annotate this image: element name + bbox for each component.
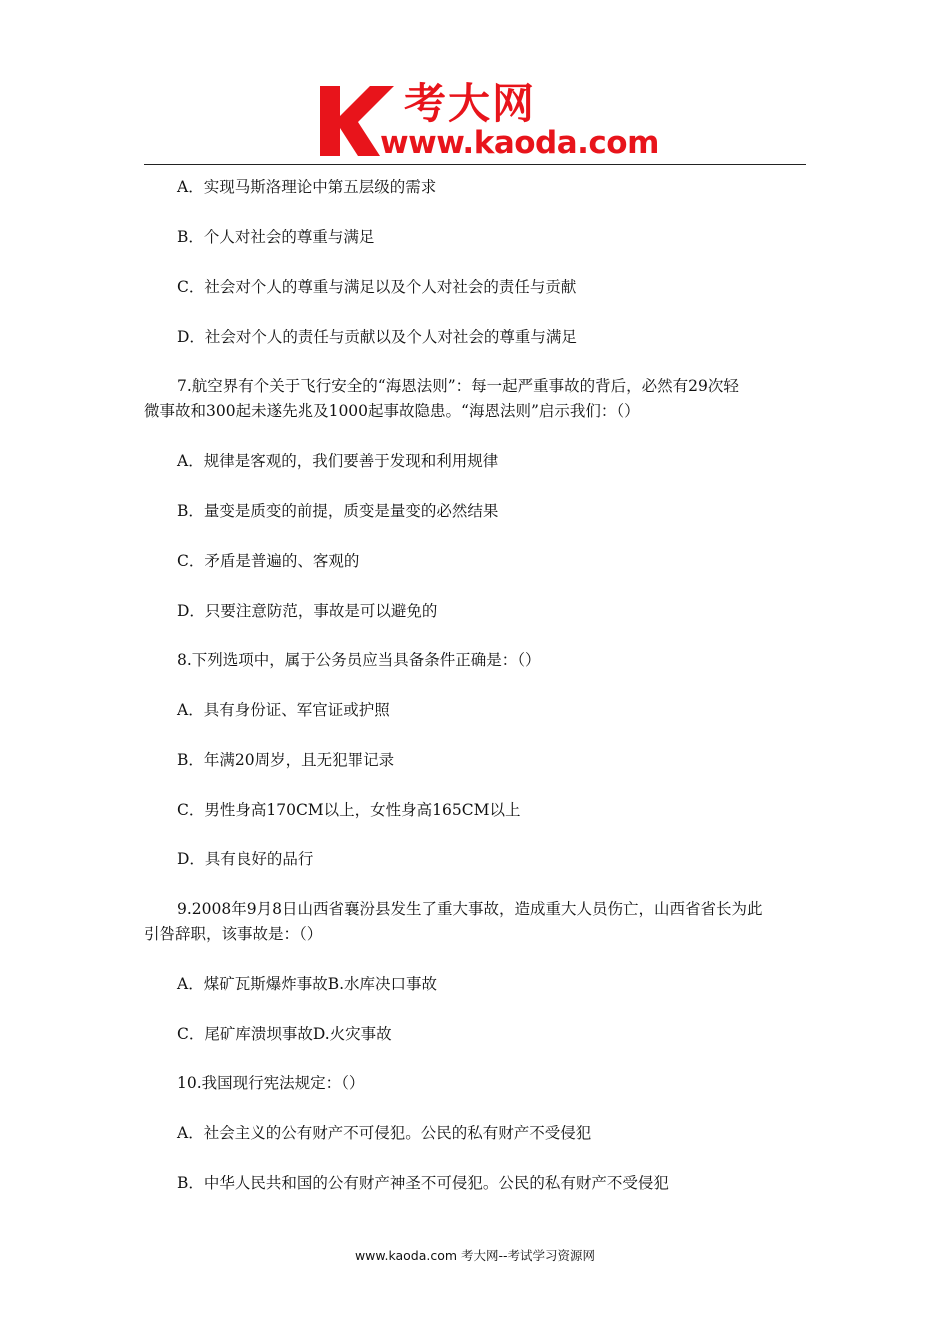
q7-option-b: B．量变是质变的前提，质变是量变的必然结果 [177,502,499,520]
q8-stem: 8.下列选项中，属于公务员应当具备条件正确是：（） [177,651,541,669]
q8-option-d: D．具有良好的品行 [177,850,314,868]
q7-option-d: D．只要注意防范，事故是可以避免的 [177,602,438,620]
q9-stem-line2: 引咎辞职，该事故是：（） [144,925,323,943]
logo-title: 考大网 [404,79,537,128]
q7-stem-line1: 7.航空界有个关于飞行安全的“海恩法则”：每一起严重事故的背后，必然有29次轻 [177,377,739,395]
q8-option-a: A．具有身份证、军官证或护照 [177,701,390,719]
q10-stem: 10.我国现行宪法规定：（） [177,1074,365,1092]
q10-option-a: A．社会主义的公有财产不可侵犯。公民的私有财产不受侵犯 [177,1124,592,1142]
header-divider [144,164,806,165]
q7-option-c: C．矛盾是普遍的、客观的 [177,552,360,570]
q6-option-b: B．个人对社会的尊重与满足 [177,228,375,246]
q8-option-b: B．年满20周岁，且无犯罪记录 [177,751,395,769]
q7-stem-line2: 微事故和300起未遂先兆及1000起事故隐患。“海恩法则”启示我们：（） [144,402,640,420]
q7-option-a: A．规律是客观的，我们要善于发现和利用规律 [177,452,499,470]
q9-options-cd: C．尾矿库溃坝事故D.火灾事故 [177,1025,392,1043]
logo-url: www.kaoda.com [380,125,659,161]
q9-options-ab: A．煤矿瓦斯爆炸事故B.水库决口事故 [177,975,438,993]
q6-option-a: A．实现马斯洛理论中第五层级的需求 [177,178,437,196]
q9-stem-line1: 9.2008年9月8日山西省襄汾县发生了重大事故，造成重大人员伤亡，山西省省长为此 [177,900,763,918]
q6-option-c: C．社会对个人的尊重与满足以及个人对社会的责任与贡献 [177,278,577,296]
kaoda-logo [318,79,659,161]
q8-option-c: C．男性身高170CM以上，女性身高165CM以上 [177,801,521,819]
q10-option-b: B．中华人民共和国的公有财产神圣不可侵犯。公民的私有财产不受侵犯 [177,1174,669,1192]
page-footer: www.kaoda.com 考大网--考试学习资源网 [354,1248,596,1263]
q6-option-d: D．社会对个人的责任与贡献以及个人对社会的尊重与满足 [177,328,577,346]
